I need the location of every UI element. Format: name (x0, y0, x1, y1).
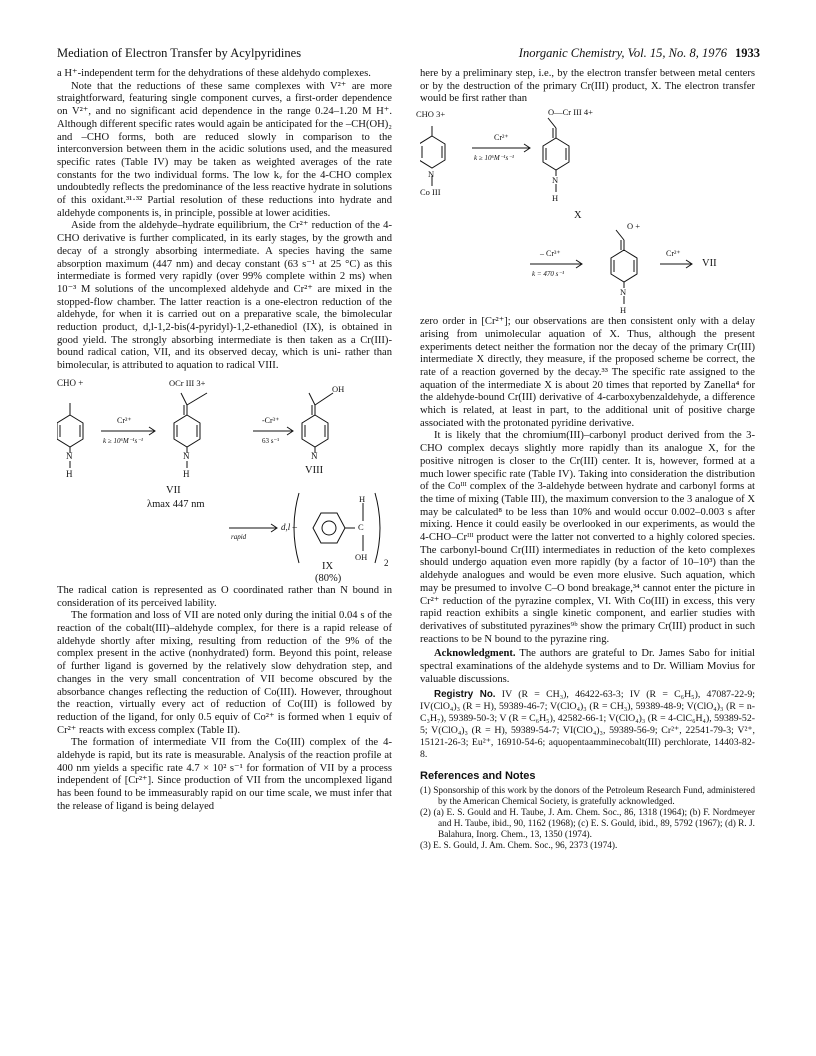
compound-label-vii: VII (702, 258, 717, 270)
scheme-label: CHO + (57, 377, 84, 388)
reagent-label: Cr²⁺ (117, 415, 132, 425)
paragraph: Aside from the aldehyde–hydrate equilibrium, the Cr²⁺ reduction of the 4-CHO derivative is further complicated, in its early stages, by the growth and decay of a strongly absorbing intermediate. A species having the same absorption maximum (447 nm) and decay constant (63 s⁻¹ at 25 °C) as this intermediate is formed very rapidly (over 99% complete within 2 ms) when 10⁻³ M solutions of the uncomplexed aldehyde and Cr²⁺ are mixed in the stopped-flow chamber. The latter reaction is a one-electron reduction of the aldehyde, for when it is carried out on a preparative scale, the bimolecular reduction product, d,l-1,2-bis(4-pyridyl)-1,2-ethanediol (IX), is obtained in good yield. The strongly absorbing intermediate is then taken as a Cr(III)-bound radical cation, VII, and its observed decay, which is uni- rather than bimolecular, is attributed to aquation to radical VIII. (57, 220, 392, 372)
registry-numbers (420, 689, 755, 761)
paragraph: a H⁺-independent term for the dehydrations of these aldehydo complexes. (57, 68, 371, 79)
paragraph: It is likely that the chromium(III)–carbonyl product derived from the 3-CHO complex decays slightly more rapidly than its analogue X, for the positive nitrogen is closer to the Cr(III) center. It is, however, formed at a much lower specific rate (Table IV). Taking into consideration the distribution of the Coᴵᴵᴵ complex of the 3-aldehyde between hydrate and carbonyl forms at the time of mixing (Table III), the maximum conversion to the 3 analogue of X may be calculated⁸ to be less than 10% and would occur 0.002–0.003 s after mixing. Hence it could easily be overlooked in our experiments, as would the 4-CHO–Crᴵᴵᴵ product were the latter not converted to a highly colored species. The carbonyl-bound Cr(III) intermediates in reduction of the keto complexes should undergo aquation even more rapidly (by a factor of 10–10³) than the aldehyde analogues and would be even more elusive. Such aquation, which may be presumed to involve C–O bond breakage,³⁴ cannot enter the picture in Cr²⁺ reduction of the pyrazine complex, VI. With Co(III) in excess, this very rapid reaction exhibits a single kinetic component, and earlier studies with derivatives of substituted pyrazines⁹ᵇ show the primary Cr(III) product in such reactions to be N bound to the pyrazine ring. (420, 430, 755, 645)
scheme-label: N (552, 175, 559, 186)
registry-heading: Registry No. (434, 688, 496, 700)
paragraph: Note that the reductions of these same complexes with V²⁺ are more straightforward, featuring single component curves, a first-order dependence on V²⁺, and no significant acid dependence in the range 0.24–1.20 M H⁺. Although different specific rates would again be anticipated for the –CH(OH)₂ and –CHO forms, both are reduced slowly in comparison to the interconversion between them in the acidic solutions used, and the measured specific rates (Table IV) may be taken as weighted averages of the rate constants for the two individual forms. The low kᵥ for the 4-CHO complex undoubtedly reflects the predominance of the less reactive hydrate in solutions of this oxidant.³¹·³² Partial resolution of these reductions into hydrate and aldehyde components is, in principle, possible at lower acidities. (57, 80, 392, 219)
ack-heading: Acknowledgment. (434, 648, 516, 660)
scheme-label: N (428, 169, 435, 180)
paragraph: The radical cation is represented as O coordinated rather than N bound in consideration of its perceived lability. (57, 584, 392, 609)
scheme-label: N (620, 287, 627, 298)
journal-citation (519, 46, 760, 61)
reagent-label: Cr²⁺ (666, 249, 681, 259)
reference-item: (2) (a) E. S. Gould and H. Taube, J. Am. Chem. Soc., 86, 1318 (1964); (b) F. Nordmeyer and H. Taube, ibid., 90, 1162 (1968); (c) E. S. Gould, ibid., 89, 5792 (1967); (d) R. J. Balahura, Inorg. Chem., 13, 1350 (1974). (420, 807, 755, 840)
paragraph: zero order in [Cr²⁺]; our observations are then consistent only with a delay arising from unimolecular aquation of X. Thus, although the present experiments detect neither the formation nor the decay of the primary Cr(III) intermediate X directly, they measure, if the proposed scheme be correct, the rate of a reaction governed by the decay.³³ The specific rate assigned to the aquation of the intermediate X is about 20 times that reported by Zanella⁴ for the aldehyde-bound Cr(III) derivative of 4-carboxybenzaldehyde, a difference which is related, at least in part, to the additional unit of positive charge associated with the protonated pyridine derivative. (420, 316, 755, 429)
reaction-scheme-x (416, 106, 755, 316)
scheme-label: C (358, 521, 364, 532)
scheme-label: O—Cr III 4+ (548, 107, 593, 118)
compound-label-viii: VIII (305, 464, 324, 476)
scheme-label: H (552, 193, 559, 204)
scheme-drawing (57, 373, 392, 585)
reagent-label: Cr²⁺ (494, 133, 509, 143)
scheme-label: N (311, 450, 318, 461)
scheme-label: O + (627, 221, 641, 232)
reagent-label: -Cr³⁺ (262, 415, 280, 425)
scheme-drawing (420, 106, 755, 316)
registry-text: IV (R = CH₃), 46422-63-3; IV (R = C₆H₅), 47087-22-9; IV(ClO₄)₃ (R = H), 59389-46-7; V(ClO₄)₃ (R = CH₃), 59389-48-9; V(ClO₄)₃ (R = n-C₃H₇), 59389-50-3; V (R = C₆H₅), 42582-66-1; V(ClO₄)₃ (R = 4-ClC₆H₄), 59389-52-5; V(ClO₄)₃ (R = H), 59389-54-7; VI(ClO₄)₃, 59389-56-9; Cr²⁺, 22541-79-3; V²⁺, 15121-26-3; Eu²⁺, 16910-54-6; aquopentaamminecobalt(III) perchlorate, 14403-82-8. (420, 688, 755, 760)
reference-item: (1) Sponsorship of this work by the donors of the Petroleum Research Fund, administered by the American Chemical Society, is gratefully acknowledged. (420, 785, 755, 807)
rate-label: k = 470 s⁻¹ (532, 270, 565, 279)
paragraph: The formation and loss of VII are noted only during the initial 0.04 s of the reaction of the cobalt(III)–aldehyde complex, for there is a rapid release of aldehyde shortly after mixing, resulting from reduction of the 9% of the complex present in the active (nonhydrated) form. Beyond this point, release of further ligand is governed by the relatively slow dehydration step, and changes in the very small concentration of VII become obscured by the absorbance changes reflecting the reduction of Co(III). However, throughout the reaction, virtually every act of reduction of Co(III) is followed by reduction of the ligand, for only 0.5 equiv of Co²⁺ is formed when 1 equiv of Cr²⁺ reacts with excess complex (Table II). (57, 610, 392, 736)
references (420, 771, 755, 852)
rate-label: k ≥ 10⁶M⁻¹s⁻¹ (474, 154, 515, 163)
ack-text: The authors are grateful to Dr. James Sabo for initial spectral examinations of the aldehyde systems and to Dr. William Movius for valuable discussions. (420, 648, 755, 685)
subscript-label: 2 (384, 557, 389, 568)
scheme-label: H (359, 493, 366, 504)
compound-label-vii: VII (166, 484, 181, 496)
dl-label: d,l – (281, 521, 298, 532)
reagent-label: – Cr³⁺ (540, 249, 561, 259)
scheme-label: H (66, 468, 73, 479)
compound-label-x: X (574, 210, 582, 222)
scheme-label: OCr III 3+ (169, 377, 206, 388)
viii-structure (302, 393, 333, 453)
scheme-label: CHO 3+ (416, 109, 446, 120)
scheme-label: OH (355, 551, 368, 562)
paragraph: The formation of intermediate VII from the Co(III) complex of the 4-aldehyde is rapid, but its rate is measurable. Analysis of the reaction profile at 400 nm yields a specific rate 4.7 × 10² s⁻¹ for formation of VII by a process independent of [Cr²⁺]. Since production of VII from the uncomplexed ligand has been found to be immeasurably rapid on our time scale, we must infer that the release of ligand is being delayed (57, 737, 392, 812)
paragraph: here by a preliminary step, i.e., by the electron transfer between metal centers or by the destruction of the primary Cr(III) product, X. The electron transfer would be first rather than (420, 68, 755, 105)
page-number: 1933 (735, 46, 760, 60)
rate-label: 63 s⁻¹ (262, 436, 280, 445)
journal-name: Inorganic Chemistry, Vol. 15, No. 8, 1976 (518, 46, 727, 60)
scheme-label: H (183, 468, 190, 479)
reference-item: (3) E. S. Gould, J. Am. Chem. Soc., 96, 2373 (1974). (420, 840, 618, 851)
scheme-label: Co III (420, 187, 441, 198)
running-title: Mediation of Electron Transfer by Acylpyridines (57, 46, 302, 60)
scheme-label: H (620, 305, 627, 316)
yield-label: (80%) (315, 572, 342, 584)
lambda-max-label: λmax 447 nm (147, 498, 205, 510)
rapid-label: rapid (231, 532, 247, 541)
scheme-label: OH (332, 383, 345, 394)
compound-label-ix: IX (322, 560, 334, 572)
rate-label: k ≥ 10⁶M⁻¹s⁻¹ (103, 436, 144, 445)
left-column (57, 68, 392, 814)
scheme-label: N (66, 450, 73, 461)
references-heading: References and Notes (420, 769, 536, 782)
right-column (416, 68, 755, 852)
acknowledgment (420, 648, 755, 686)
reaction-scheme-vii-viii (57, 373, 392, 585)
scheme-label: N (183, 450, 190, 461)
page-header (57, 46, 760, 64)
vii-structure (174, 393, 207, 468)
